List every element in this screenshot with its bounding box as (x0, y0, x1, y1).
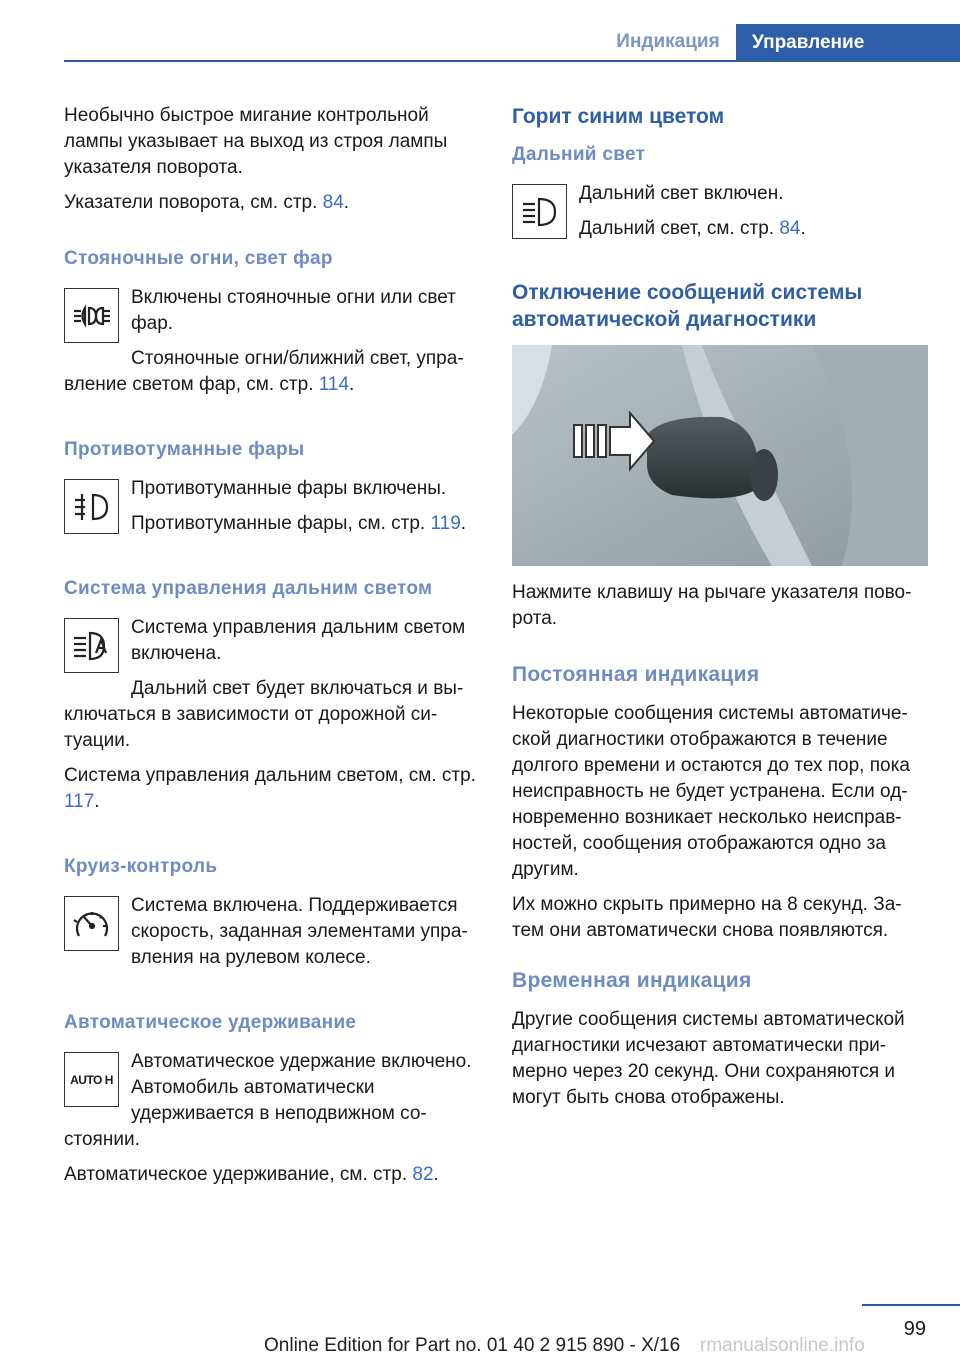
cruise-desc: Система включена. Поддерживается скорость, заданная элементами управления на рулевом колесе. (131, 895, 468, 968)
fog-light-icon (64, 479, 119, 534)
auto-hold-icon: AUTO H (64, 1052, 119, 1107)
temporary-desc: Другие сообщения системы автоматической диагностики исчезают автоматически примерно через 20 секунд. Они сохраняются и могут быть снова отображены. (512, 1009, 905, 1108)
tab-indication[interactable]: Индикация (616, 31, 720, 52)
section-title-blue: Горит синим цветом (512, 105, 725, 128)
section-heading-hba: Система управления дальним светом (64, 578, 433, 599)
hba-ref: Система управления дальним светом, см. стр. 117. (64, 765, 476, 812)
high-beam-desc: Дальний свет включен. (579, 183, 784, 204)
parking-ref: Стояночные огни/ближний свет, управление светом фар, см. стр. 114. (64, 348, 464, 395)
section-heading-fog: Противотуманные фары (64, 439, 305, 460)
intro-text: Необычно быстрое мигание контрольной лампы указывает на выход из строя лампы указателя поворота. (64, 105, 448, 178)
turn-signal-lever-photo (512, 345, 928, 566)
fog-ref: Противотуманные фары, см. стр. 119. (131, 513, 467, 534)
edition-text: Online Edition for Part no. 01 40 2 915 890 - X/16 (264, 1335, 681, 1356)
page-link[interactable]: 84 (322, 192, 344, 213)
high-beam-assist-icon (64, 618, 119, 673)
left-column (64, 103, 478, 1197)
disable-desc: Нажмите клавишу на рычаге указателя поворота. (512, 582, 912, 629)
section-heading-high-beam: Дальний свет (512, 144, 646, 165)
autohold-ref: Автоматическое удерживание, см. стр. 82. (64, 1164, 439, 1185)
high-beam-ref: Дальний свет, см. стр. 84. (579, 218, 806, 239)
page-link[interactable]: 117 (64, 791, 95, 812)
page-link[interactable]: 119 (430, 513, 461, 534)
page-number: 99 (903, 1318, 926, 1340)
high-beam-icon (512, 184, 567, 239)
permanent-desc: Некоторые сообщения системы автоматической диагностики отображаются в течение долгого времени и остаются до тех пор, пока неисправность не будет устранена. Если одновременно возникает несколько неисправностей, сообщения отображаются одно за другим. (512, 703, 910, 880)
section-heading-permanent: Постоянная индикация (512, 663, 760, 686)
hba-desc: Система управления дальним светом включена. (131, 617, 466, 664)
page-link[interactable]: 114 (318, 374, 350, 395)
right-column (512, 103, 926, 1120)
section-heading-cruise: Круиз-контроль (64, 856, 218, 877)
hba-detail: Дальний свет будет включаться и выключаться в зависимости от дорожной ситуации. (64, 678, 464, 751)
permanent-hide: Их можно скрыть примерно на 8 секунд. Затем они автоматически снова появляются. (512, 894, 902, 941)
autohold-desc: Автоматическое удержание включено. Автомобиль автоматически удерживается в неподвижном состоянии. (64, 1051, 472, 1150)
footer-rule (862, 1304, 960, 1306)
section-heading-parking: Стояночные огни, свет фар (64, 248, 333, 269)
section-heading-autohold: Автоматическое удерживание (64, 1012, 357, 1033)
fog-desc: Противотуманные фары включены. (131, 478, 447, 499)
page-link[interactable]: 82 (412, 1164, 434, 1185)
section-title-disable: Отключение сообщений системы автоматической диагностики (512, 281, 863, 331)
section-heading-temporary: Временная индикация (512, 969, 752, 992)
watermark: rmanualsonline.info (700, 1335, 865, 1356)
cruise-control-icon (64, 896, 119, 951)
page-link[interactable]: 84 (779, 218, 801, 239)
parking-lights-icon (64, 288, 119, 343)
intro-ref: Указатели поворота, см. стр. 84. (64, 192, 350, 213)
tab-controls[interactable]: Управление (736, 24, 960, 62)
parking-desc: Включены стояночные огни или свет фар. (131, 287, 456, 334)
